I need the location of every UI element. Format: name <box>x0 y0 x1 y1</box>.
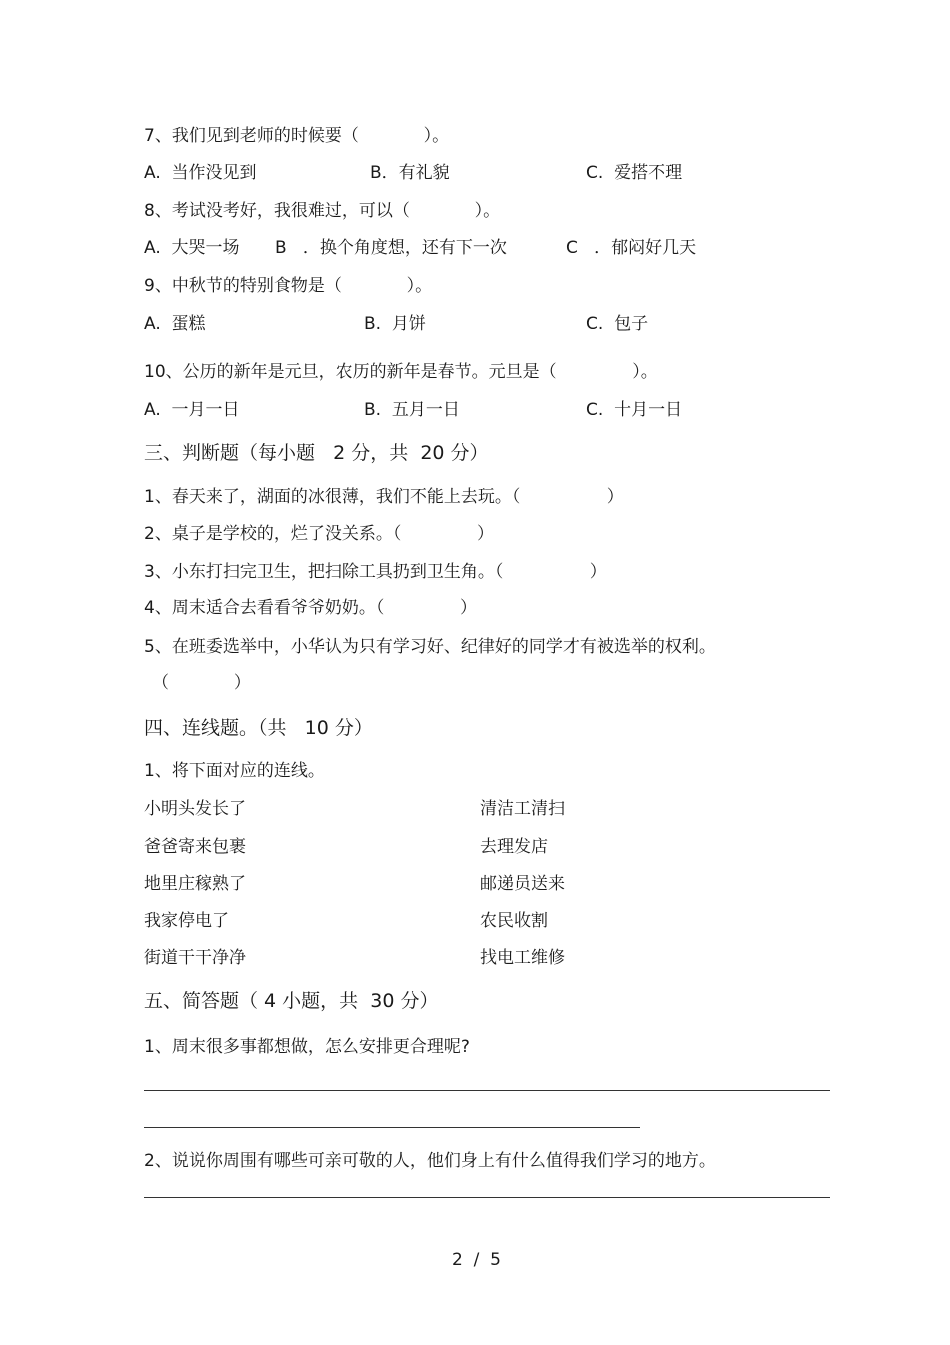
match-right-2: 去理发店 <box>480 837 548 857</box>
q10-option-a: A. 一月一日 <box>144 400 240 420</box>
q9-option-b: B. 月饼 <box>364 314 426 334</box>
q10-option-b: B. 五月一日 <box>364 400 460 420</box>
question-7: 7、我们见到老师的时候要（ ）。 <box>144 126 450 146</box>
answer-line <box>144 1197 830 1198</box>
match-right-5: 找电工维修 <box>480 948 565 968</box>
q8-option-a: A. 大哭一场 <box>144 238 240 258</box>
match-left-4: 我家停电了 <box>144 911 229 931</box>
answer-line <box>144 1127 640 1128</box>
judge-item-2: 2、桌子是学校的，烂了没关系。（ ） <box>144 524 494 544</box>
match-right-3: 邮递员送来 <box>480 874 565 894</box>
matching-instruction: 1、将下面对应的连线。 <box>144 761 325 781</box>
short-answer-2: 2、说说你周围有哪些可亲可敬的人，他们身上有什么值得我们学习的地方。 <box>144 1151 716 1171</box>
q10-option-c: C. 十月一日 <box>586 400 683 420</box>
judge-item-3: 3、小东打扫完卫生，把扫除工具扔到卫生角。（ ） <box>144 562 607 582</box>
q7-option-a: A. 当作没见到 <box>144 163 257 183</box>
judge-item-1: 1、春天来了，湖面的冰很薄，我们不能上去玩。（ ） <box>144 487 624 507</box>
question-8: 8、考试没考好，我很难过，可以（ ）。 <box>144 201 501 221</box>
judge-item-4: 4、周末适合去看看爷爷奶奶。（ ） <box>144 598 477 618</box>
section-4-heading: 四、连线题。（共 10 分） <box>144 717 373 739</box>
match-right-4: 农民收割 <box>480 911 548 931</box>
short-answer-1: 1、周末很多事都想做，怎么安排更合理呢? <box>144 1037 470 1057</box>
q8-option-c: C ．郁闷好几天 <box>566 238 697 258</box>
match-left-1: 小明头发长了 <box>144 799 246 819</box>
section-3-heading: 三、判断题（每小题 2 分，共 20 分） <box>144 442 489 464</box>
match-left-3: 地里庄稼熟了 <box>144 874 246 894</box>
page-number: 2 / 5 <box>452 1250 501 1270</box>
q7-option-b: B．有礼貌 <box>370 163 450 183</box>
match-left-2: 爸爸寄来包裹 <box>144 837 246 857</box>
answer-line <box>144 1090 830 1091</box>
match-left-5: 街道干干净净 <box>144 948 246 968</box>
q9-option-c: C. 包子 <box>586 314 649 334</box>
question-10: 10、公历的新年是元旦，农历的新年是春节。元旦是（ ）。 <box>144 362 658 382</box>
judge-item-5: 5、在班委选举中，小华认为只有学习好、纪律好的同学才有被选举的权利。 <box>144 637 716 657</box>
judge-item-5-answer-paren: （ ） <box>152 673 251 693</box>
q9-option-a: A. 蛋糕 <box>144 314 206 334</box>
match-right-1: 清洁工清扫 <box>480 799 565 819</box>
q8-option-b: B ．换个角度想，还有下一次 <box>275 238 507 258</box>
question-9: 9、中秋节的特别食物是（ ）。 <box>144 276 433 296</box>
section-5-heading: 五、简答题（ 4 小题，共 30 分） <box>144 990 439 1012</box>
q7-option-c: C. 爱搭不理 <box>586 163 683 183</box>
